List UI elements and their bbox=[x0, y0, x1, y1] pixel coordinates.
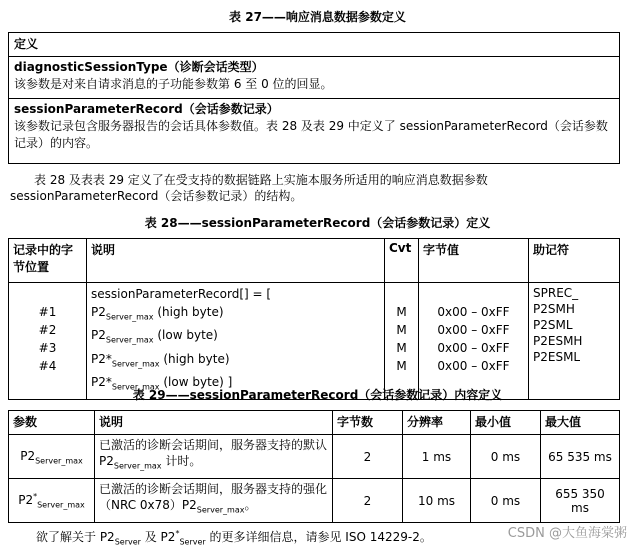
col-header-resolution: 分辨率 bbox=[403, 411, 471, 435]
table29 bbox=[8, 410, 620, 523]
param1-name: diagnosticSessionType（诊断会话类型） bbox=[14, 60, 264, 74]
intro-paragraph: 表 28 及表表 29 定义了在受支持的数据链路上实施本服务所适用的响应消息数据参数 sessionParameterRecord（会话参数记录）的结构。 bbox=[10, 173, 488, 203]
col-header-param: 参数 bbox=[9, 411, 95, 435]
cvt-cell bbox=[385, 283, 419, 400]
mnemonic-1: P2SMH bbox=[533, 302, 575, 316]
value-4: 0x00 – 0xFF bbox=[437, 359, 510, 373]
max-1: 65 535 ms bbox=[541, 435, 620, 479]
table29-caption: 表 29——sessionParameterRecord（会话参数记录）内容定义 bbox=[132, 388, 503, 402]
param-cell-2: $P2^*_{Server\_max}$ bbox=[9, 479, 95, 523]
table27-header: 定义 bbox=[9, 33, 619, 57]
col-header-max: 最大值 bbox=[541, 411, 620, 435]
mnemonic-2: P2SML bbox=[533, 318, 573, 332]
table27-caption: 表 27——响应消息数据参数定义 bbox=[229, 10, 406, 24]
param2-name: sessionParameterRecord（会话参数记录） bbox=[14, 102, 279, 116]
pos-1: #1 bbox=[38, 305, 57, 319]
record-open: sessionParameterRecord[] = [ bbox=[91, 287, 272, 301]
desc-cell-2: 已激活的诊断会话期间，服务器支持的强化（NRC $0x78)P2_{Server\_max}$。 bbox=[95, 479, 333, 523]
record-row-4: $P2*_{Server\_max}$ (low byte) ] bbox=[91, 375, 233, 392]
table29-row-1 bbox=[9, 435, 620, 479]
col-header-desc: 说明 bbox=[87, 239, 385, 283]
param2-desc: 该参数记录包含服务器报告的会话具体参数值。表 28 及表 29 中定义了 sessionParameterRecord（会话参数记录）的内容。 bbox=[14, 119, 608, 150]
mnemonic-cell bbox=[529, 283, 620, 400]
col-header-bytes: 字节数 bbox=[333, 411, 403, 435]
col-header-desc29: 说明 bbox=[95, 411, 333, 435]
pos-2: #2 bbox=[38, 323, 57, 337]
param1-desc: 该参数是对来自请求消息的子功能参数第 6 至 0 位的回显。 bbox=[14, 77, 333, 91]
col-header-min: 最小值 bbox=[471, 411, 541, 435]
col-header-pos: 记录中的字节位置 bbox=[9, 239, 87, 283]
table29-row-2 bbox=[9, 479, 620, 523]
desc-cell bbox=[87, 283, 385, 400]
mnemonic-0: SPREC_ bbox=[533, 286, 579, 300]
footnote: 欲了解关于 $P2_{Server}$ 及 $P2^*_{Server}$ 的更多详细信息，请参见 ISO 14229-2。 bbox=[36, 529, 432, 547]
csdn-watermark: CSDN @大鱼海棠粥 bbox=[507, 526, 627, 541]
col-header-value: 字节值 bbox=[419, 239, 529, 283]
table28-caption: 表 28——sessionParameterRecord（会话参数记录）定义 bbox=[144, 216, 491, 230]
pos-4: #4 bbox=[38, 359, 57, 373]
pos-cell bbox=[9, 283, 87, 400]
pos-3: #3 bbox=[38, 341, 57, 355]
max-2: 655 350 ms bbox=[541, 479, 620, 523]
mnemonic-3: P2ESMH bbox=[533, 334, 583, 348]
resolution-2: 10 ms bbox=[403, 479, 471, 523]
table27-definition-box bbox=[8, 32, 620, 164]
col-header-cvt: Cvt bbox=[385, 239, 419, 283]
table28 bbox=[8, 238, 620, 400]
bytes-1: 2 bbox=[333, 435, 403, 479]
param2-row bbox=[9, 99, 619, 154]
cvt-2: M bbox=[396, 323, 407, 337]
desc-cell-1: 已激活的诊断会话期间，服务器支持的默认 $P2_{Server\_max}$ 计时。 bbox=[95, 435, 333, 479]
param-cell-1: $P2_{Server\_max}$ bbox=[9, 435, 95, 479]
cvt-4: M bbox=[396, 359, 407, 373]
col-header-mnemonic: 助记符 bbox=[529, 239, 620, 283]
mnemonic-4: P2ESML bbox=[533, 350, 581, 364]
record-row-1: $P2_{Server\_max}$ (high byte) bbox=[91, 305, 224, 322]
record-row-3: $P2*_{Server\_max}$ (high byte) bbox=[91, 351, 230, 369]
param1-row bbox=[9, 57, 619, 99]
cvt-3: M bbox=[396, 341, 407, 355]
value-2: 0x00 – 0xFF bbox=[437, 323, 510, 337]
value-3: 0x00 – 0xFF bbox=[437, 341, 510, 355]
min-2: 0 ms bbox=[471, 479, 541, 523]
value-cell bbox=[419, 283, 529, 400]
bytes-2: 2 bbox=[333, 479, 403, 523]
min-1: 0 ms bbox=[471, 435, 541, 479]
record-row-2: $P2_{Server\_max}$ (low byte) bbox=[91, 328, 218, 345]
resolution-1: 1 ms bbox=[403, 435, 471, 479]
cvt-1: M bbox=[396, 305, 407, 319]
value-1: 0x00 – 0xFF bbox=[437, 305, 510, 319]
